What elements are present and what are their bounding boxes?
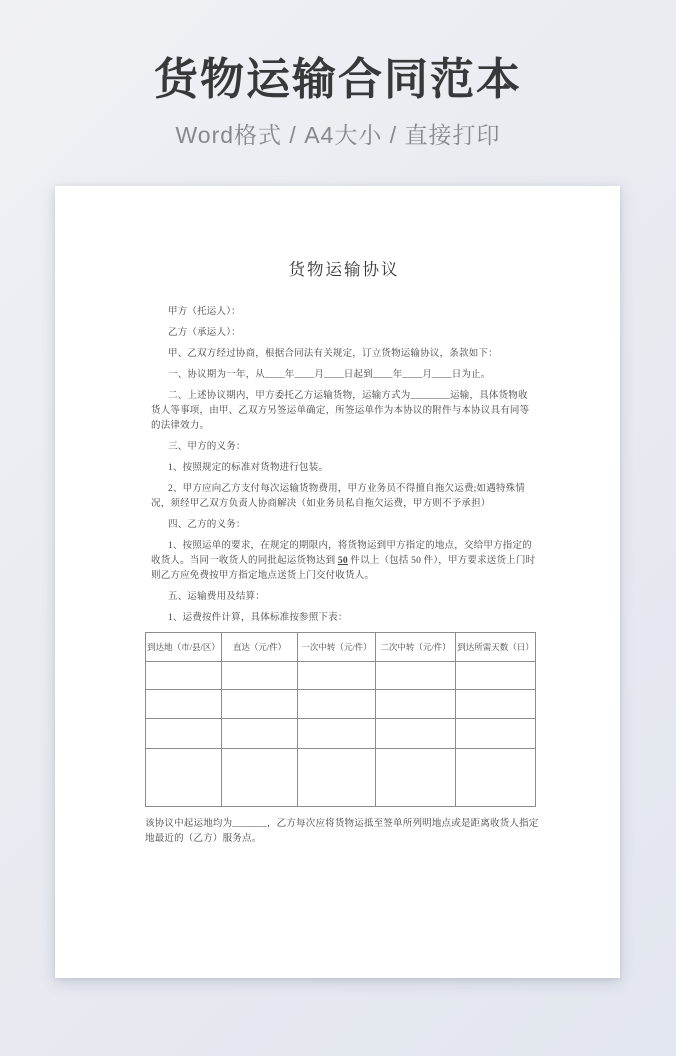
document-paragraph bbox=[145, 817, 541, 847]
text-segment: 1、运费按件计算，具体标准按参照下表： bbox=[168, 613, 348, 623]
text-segment: 1、按照运单的要求，在规定的期限内，将货物运到甲方指定的地点，交给甲方指定的收货人。当同一收货人的同批起运货物达到 bbox=[151, 541, 532, 566]
rate-table-cell bbox=[298, 719, 376, 749]
text-segment: 四、乙方的义务： bbox=[168, 520, 246, 530]
rate-table bbox=[145, 632, 536, 807]
rate-table-cell bbox=[146, 719, 222, 749]
text-segment: 甲、乙双方经过协商，根据合同法有关规定，订立货物运输协议，条款如下： bbox=[168, 349, 498, 359]
text-segment: 一、协议期为一年，从____年____月____日起到____年____月____日为止。 bbox=[168, 370, 491, 380]
document-paragraph bbox=[151, 539, 537, 584]
rate-table-cell bbox=[298, 749, 376, 807]
rate-table-cell bbox=[146, 749, 222, 807]
text-segment: 三、甲方的义务： bbox=[168, 442, 246, 452]
rate-table-cell bbox=[146, 690, 222, 719]
page-subtitle: Word格式 / A4大小 / 直接打印 bbox=[175, 122, 501, 148]
rate-table-header-cell: 二次中转（元/件） bbox=[376, 633, 456, 662]
document-paragraph bbox=[151, 461, 537, 476]
rate-table-cell bbox=[376, 690, 456, 719]
text-segment: 乙方（承运人）： bbox=[168, 328, 241, 338]
document-paragraph bbox=[151, 305, 537, 320]
rate-table-header-cell: 一次中转（元/件） bbox=[298, 633, 376, 662]
rate-table-header-cell: 到达地（市/县/区） bbox=[146, 633, 222, 662]
document-title: 货物运输协议 bbox=[288, 260, 400, 279]
document-paragraph bbox=[151, 326, 537, 341]
text-segment: 五、运输费用及结算： bbox=[168, 592, 266, 602]
text-segment: 件以上（包括 50 件），甲方要求送货上门时则乙方应免费按甲方指定地点送货上门交付收货人。 bbox=[151, 556, 536, 581]
text-segment: 二、上述协议期内，甲方委托乙方运输货物，运输方式为________运输，具体货物收货人等事项，由甲、乙双方另签运单确定，所签运单作为本协议的附件与本协议具有同等的法律效力。 bbox=[151, 391, 530, 431]
document-paragraph bbox=[151, 368, 537, 383]
document-paragraph bbox=[151, 389, 537, 434]
page-title: 货物运输合同范本 bbox=[154, 55, 522, 104]
rate-table-cell bbox=[456, 749, 536, 807]
rate-table-cell bbox=[222, 749, 298, 807]
document-paragraph bbox=[151, 347, 537, 362]
document-body bbox=[151, 305, 537, 626]
document-preview bbox=[55, 186, 620, 978]
rate-table-cell bbox=[376, 662, 456, 690]
rate-table-cell bbox=[222, 690, 298, 719]
rate-table-header-cell: 到达所需天数（日） bbox=[456, 633, 536, 662]
rate-table-header-cell: 直达（元/件） bbox=[222, 633, 298, 662]
document-paragraph bbox=[151, 611, 537, 626]
document-paragraph bbox=[151, 482, 537, 512]
page-header bbox=[0, 0, 676, 150]
text-segment: 甲方（托运人）： bbox=[168, 307, 241, 317]
rate-table-cell bbox=[222, 719, 298, 749]
text-segment: 该协议中起运地均为_______，乙方每次应将货物运抵至签单所列明地点或是距离收货人指定地最近的（乙方）服务点。 bbox=[145, 819, 539, 844]
document-paragraph bbox=[151, 590, 537, 605]
rate-table-cell bbox=[376, 719, 456, 749]
text-segment: 2、甲方应向乙方支付每次运输货物费用，甲方业务员不得擅自拖欠运费;如遇特殊情况，须经甲乙双方负责人协商解决（如业务员私自拖欠运费，甲方则不予承担） bbox=[151, 484, 525, 509]
rate-table-cell bbox=[376, 749, 456, 807]
document-paragraph bbox=[151, 440, 537, 455]
document-footer bbox=[145, 817, 539, 847]
text-segment: 1、按照规定的标准对货物进行包装。 bbox=[168, 463, 329, 473]
rate-table-cell bbox=[456, 662, 536, 690]
text-segment: 50 bbox=[337, 556, 348, 566]
rate-table-cell bbox=[146, 662, 222, 690]
document-paragraph bbox=[151, 518, 537, 533]
rate-table-cell bbox=[298, 662, 376, 690]
rate-table-cell bbox=[456, 690, 536, 719]
rate-table-cell bbox=[222, 662, 298, 690]
rate-table-cell bbox=[298, 690, 376, 719]
rate-table-cell bbox=[456, 719, 536, 749]
